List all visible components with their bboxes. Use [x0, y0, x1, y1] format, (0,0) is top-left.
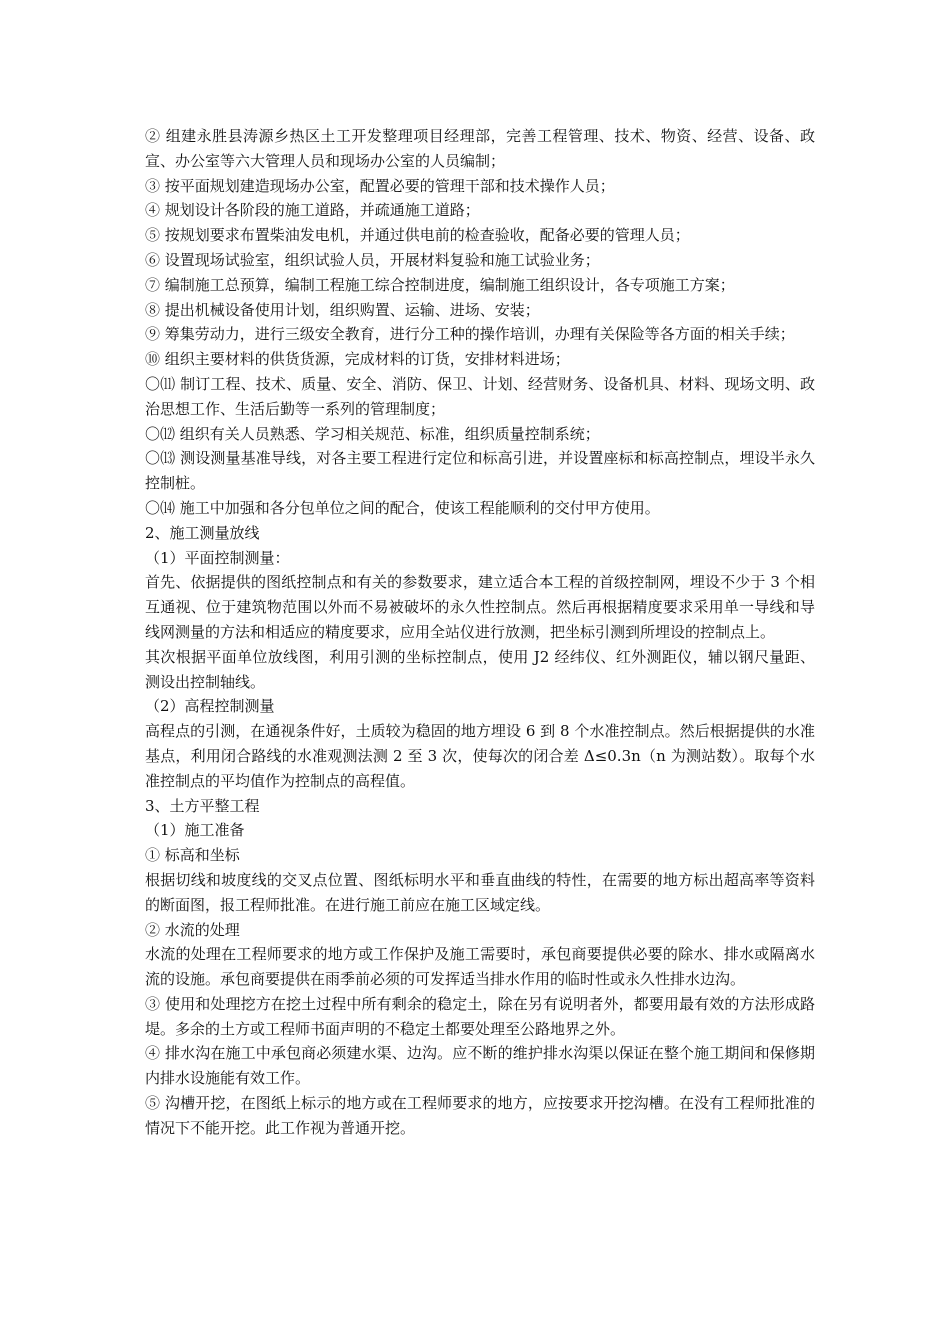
paragraph: 〇⑿ 组织有关人员熟悉、学习相关规范、标准，组织质量控制系统；	[145, 424, 600, 443]
paragraph: ③ 按平面规划建造现场办公室，配置必要的管理干部和技术操作人员；	[145, 176, 615, 195]
paragraph: 根据切线和坡度线的交叉点位置、图纸标明水平和垂直曲线的特性，在需要的地方标出超高率等资料的断面图，报工程师批准。在进行施工前应在施工区域定线。	[145, 870, 815, 914]
paragraph: ⑦ 编制施工总预算，编制工程施工综合控制进度，编制施工组织设计，各专项施工方案；	[145, 275, 735, 294]
paragraph: ④ 规划设计各阶段的施工道路，并疏通施工道路；	[145, 201, 480, 220]
subsection-heading: （2）高程控制测量	[145, 697, 275, 716]
item-heading: ② 水流的处理	[145, 920, 240, 939]
paragraph: ⑤ 沟槽开挖，在图纸上标示的地方或在工程师要求的地方，应按要求开挖沟槽。在没有工程师批准的情况下不能开挖。此工作视为普通开挖。	[145, 1094, 815, 1137]
paragraph: ③ 使用和处理挖方在挖土过程中所有剩余的稳定土，除在另有说明者外，都要用最有效的方法形成路堤。多余的土方或工程师书面声明的不稳定土都要处理至公路地界之外。	[145, 994, 815, 1038]
section-heading: 2、施工测量放线	[145, 523, 260, 542]
paragraph: ⑩ 组织主要材料的供货货源，完成材料的订货，安排材料进场；	[145, 350, 570, 369]
paragraph: 高程点的引测，在通视条件好，土质较为稳固的地方埋设 6 到 8 个水准控制点。然后根据提供的水准基点，利用闭合路线的水准观测法测 2 至 3 次，使每次的闭合差 Δ≤0.3n（n 为测站数）。取每个水准控制点的平均值作为控制点的高程值。	[145, 722, 815, 790]
paragraph: ⑧ 提出机械设备使用计划，组织购置、运输、进场、安装；	[145, 300, 540, 319]
paragraph: 首先、依据提供的图纸控制点和有关的参数要求，建立适合本工程的首级控制网，埋设不少于 3 个相互通视、位于建筑物范围以外而不易被破坏的永久性控制点。然后再根据精度要求采用单一导线和导线网测量的方法和相适应的精度要求，应用全站仪进行放测，把坐标引测到所埋设的控制点上。	[145, 573, 815, 641]
paragraph: 其次根据平面单位放线图，利用引测的坐标控制点，使用 J2 经纬仪、红外测距仪，辅以钢尺量距、测设出控制轴线。	[145, 647, 815, 691]
paragraph: ⑥ 设置现场试验室，组织试验人员，开展材料复验和施工试验业务；	[145, 250, 600, 269]
item-heading: ① 标高和坐标	[145, 846, 240, 865]
paragraph: ⑤ 按规划要求布置柴油发电机，并通过供电前的检查验收，配备必要的管理人员；	[145, 226, 690, 245]
paragraph: ⑨ 筹集劳动力，进行三级安全教育，进行分工种的操作培训，办理有关保险等各方面的相关手续；	[145, 325, 795, 344]
paragraph: 〇⒀ 测设测量基准导线，对各主要工程进行定位和标高引进，并设置座标和标高控制点，埋设半永久控制桩。	[145, 449, 815, 493]
paragraph: 〇⑾ 制订工程、技术、质量、安全、消防、保卫、计划、经营财务、设备机具、材料、现场文明、政治思想工作、生活后勤等一系列的管理制度；	[145, 374, 815, 418]
paragraph: 水流的处理在工程师要求的地方或工作保护及施工需要时，承包商要提供必要的除水、排水或隔离水流的设施。承包商要提供在雨季前必须的可发挥适当排水作用的临时性或永久性排水边沟。	[145, 945, 815, 989]
subsection-heading: （1）平面控制测量：	[145, 548, 290, 567]
paragraph: ④ 排水沟在施工中承包商必须建水渠、边沟。应不断的维护排水沟渠以保证在整个施工期间和保修期内排水设施能有效工作。	[145, 1044, 815, 1088]
section-heading: 3、土方平整工程	[145, 796, 260, 815]
paragraph: ② 组建永胜县涛源乡热区土工开发整理项目经理部，完善工程管理、技术、物资、经营、设备、政宣、办公室等六大管理人员和现场办公室的人员编制；	[145, 127, 815, 170]
subsection-heading: （1）施工准备	[145, 821, 245, 840]
document-body	[145, 124, 815, 1141]
paragraph: 〇⒁ 施工中加强和各分包单位之间的配合，使该工程能顺利的交付甲方使用。	[145, 498, 660, 517]
